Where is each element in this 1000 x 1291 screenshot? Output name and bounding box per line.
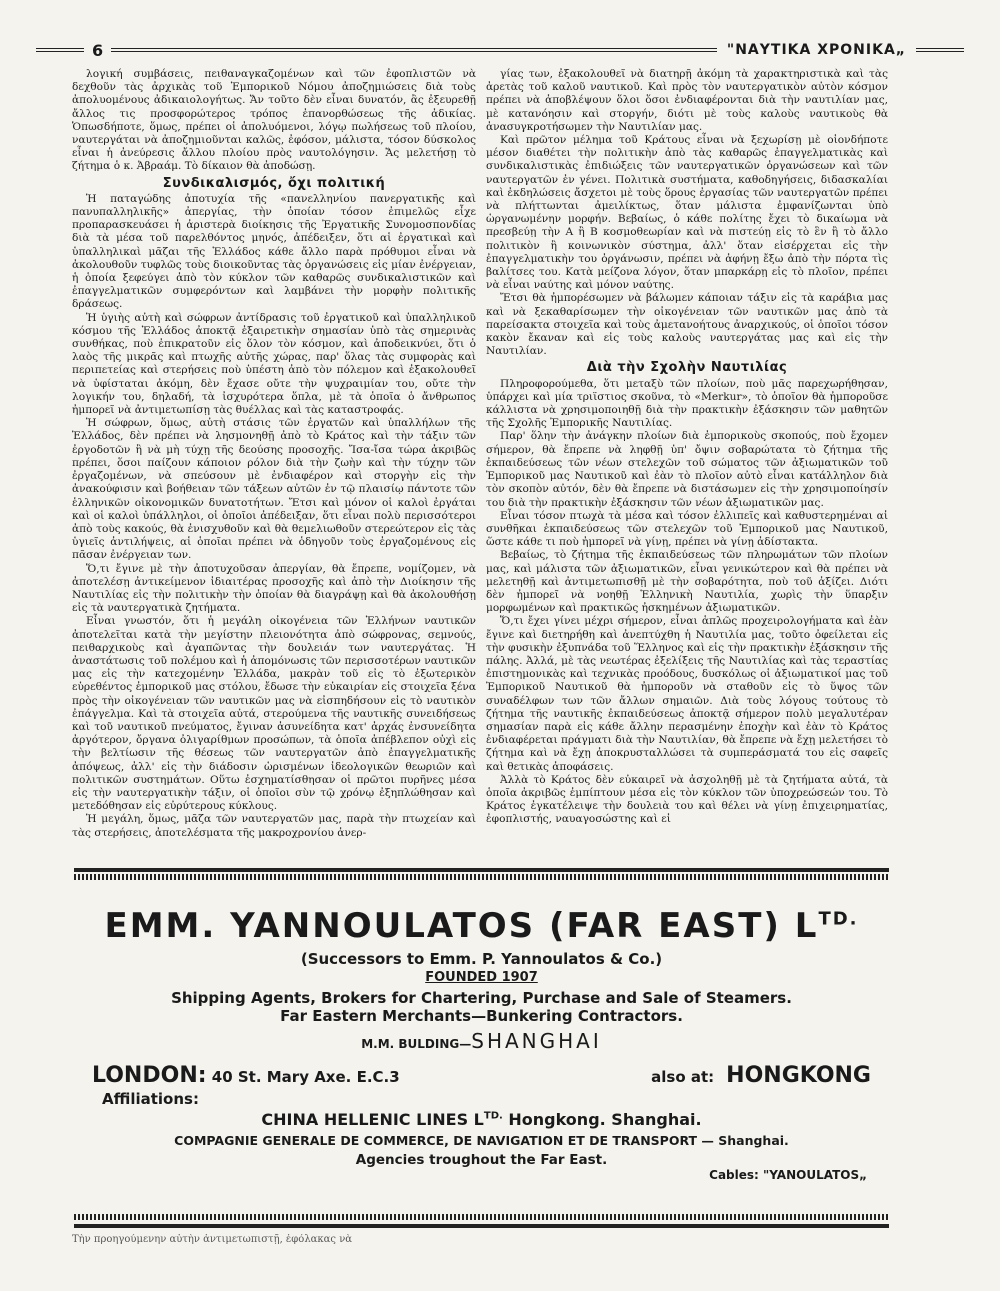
article-paragraph: Ὅ,τι ἔχει γίνει μέχρι σήμερον, εἶναι ἁπλῶς προχειρολογήματα καὶ ἐὰν ἔγινε καὶ διετηρήθη καὶ ἀνεπτύχθη ἡ Ναυτιλία μας, τοῦτο ὀφείλεται εἰς τὴν φυσικὴν ἐξυπνάδα τοῦ Ἕλληνος καὶ εἰς τὴν πρακτικὴν ἐξάσκησιν τῆς πάλης. Ἀλλά, μὲ τὰς νεωτέρας ἐξελίξεις τῆς Ναυτιλίας καὶ τὰς τεραστίας ἐπιστημονικὰς καὶ τεχνικὰς προόδους, δυσκόλως οἱ ἀξιωματικοί μας τοῦ Ἐμπορικοῦ Ναυτικοῦ θὰ ἠμποροῦν νὰ σταθοῦν εἰς τὸ ὕψος τῶν συναδέλφων των τῶν ἄλλων σημαιῶν. Διὰ τοὺς λόγους τούτους τὸ ζήτημα τῆς ναυτικῆς ἐκπαιδεύσεως ἀποκτᾷ σήμερον πολὺ μεγαλυτέραν σημασίαν παρὰ εἰς κάθε ἄλλην περασμένην ἐποχὴν καὶ ἐὰν τὸ Κράτος ἐνδιαφέρεται πράγματι διὰ τὴν Ναυτιλίαν, θὰ ἔπρεπε νὰ ἔχῃ μελετήσει τὸ ζήτημα καὶ νὰ ἔχῃ ἀποκρυσταλλώσει τὰ συμπεράσματά του εἰς σαφεῖς καὶ θετικὰς ἀποφάσεις.: [486, 615, 888, 773]
ad-merchants: Far Eastern Merchants—Bunkering Contractors.: [280, 1007, 683, 1025]
page-number: 6: [92, 40, 104, 60]
bleed-through-footer: Τὴν προηγούμενην αὐτὴν ἀντιμετωπιστῇ, ἐφόλακας νὰ: [72, 1234, 353, 1245]
ad-china-lines: [74, 1110, 889, 1129]
ad-london-address: 40 St. Mary Axe. E.C.3: [206, 1068, 400, 1086]
ad-border-top: [74, 874, 889, 880]
ad-company-text: EMM. YANNOULATOS (FAR EAST) L: [104, 906, 819, 946]
article-paragraph: Ὅ,τι ἔγινε μὲ τὴν ἀποτυχοῦσαν ἀπεργίαν, θὰ ἔπρεπε, νομίζομεν, νὰ ἀποτελέσῃ ἀντικείμενον ἰδιαιτέρας προσοχῆς καὶ ἀπὸ τὴν Διοίκησιν τῆς Ναυτιλίας εἰς τὴν πολιτικὴν τὴν ὁποίαν θὰ διαγράψῃ καὶ θὰ ἀκολουθήσῃ εἰς τὰ ναυτεργατικὰ ζητήματα.: [72, 562, 476, 615]
yannoulatos-advertisement: [74, 868, 889, 1228]
page-header: [36, 38, 964, 62]
article-paragraph: Ἡ παταγώδης ἀποτυχία τῆς «πανελληνίου πανεργατικῆς καὶ πανυπαλληλικῆς» ἀπεργίας, τὴν ὁποίαν τόσον ἐπιμελῶς εἶχε προπαρασκευάσει ἡ ἀριστερὰ διοίκησις τῆς Ἐργατικῆς Συνομοσπονδίας διὰ τὰ μέσα τοῦ παρελθόντος μηνός, ἀπέδειξεν, ὅτι αἱ ἐργατικαὶ καὶ ὑπαλληλικαὶ μᾶζαι τῆς Ἑλλάδος κάθε ἄλλο παρὰ πρόθυμοι εἶναι νὰ ἀκολουθοῦν τυφλῶς τοὺς διοικοῦντας τὰς ὀργανώσεις εἰς μίαν ἐνέργειαν, ἡ ὁποία ξεφεύγει ἀπὸ τὸν κύκλον τῶν καθαρῶς συνδικαλιστικῶν καὶ ἐπαγγελματικῶν συμφερόντων καὶ λαμβάνει τὴν μορφὴν πολιτικῆς δράσεως.: [72, 192, 476, 311]
ad-company-suffix: TD.: [818, 908, 859, 930]
ad-china-place: Hongkong. Shanghai.: [502, 1110, 702, 1129]
header-rule-middle: [111, 48, 717, 52]
left-column: [72, 68, 476, 862]
ad-hongkong: [651, 1063, 871, 1088]
article-paragraph: Ἡ μεγάλη, ὅμως, μᾶζα τῶν ναυτεργατῶν μας, παρὰ τὴν πτωχείαν καὶ τὰς στερήσεις, ἀποτελέσματα τῆς μακροχρονίου ἀνερ-: [72, 813, 476, 839]
ad-services: Shipping Agents, Brokers for Chartering, Purchase and Sale of Steamers.: [171, 989, 792, 1007]
article-paragraph: Εἶναι τόσον πτωχὰ τὰ μέσα καὶ τόσον ἐλλιπεῖς καὶ καθυστερημέναι αἱ συνθῆκαι ἐκπαιδεύσεως τῶν στελεχῶν τοῦ Ἐμπορικοῦ μας Ναυτικοῦ, ὥστε κάθε τι ποὺ ἠμπορεῖ νὰ γίνῃ, πρέπει νὰ γίνῃ ἀδίστακτα.: [486, 509, 888, 549]
ad-hongkong-name: HONGKONG: [726, 1063, 871, 1088]
header-rule-right: [916, 48, 964, 52]
ad-cables: Cables: "YANOULATOS„: [709, 1168, 867, 1182]
ad-successors: (Successors to Emm. P. Yannoulatos & Co.): [300, 950, 663, 968]
ad-building: [74, 1029, 889, 1053]
ad-agencies: Agencies troughout the Far East.: [355, 1152, 608, 1168]
article-paragraph: Παρ' ὅλην τὴν ἀνάγκην πλοίων διὰ ἐμπορικοὺς σκοπούς, ποὺ ἔχομεν σήμερον, θὰ ἔπρεπε νὰ ληφθῇ ὑπ' ὄψιν σοβαρώτατα τὸ ζήτημα τῆς ἐκπαιδεύσεως τῶν νέων στελεχῶν τοῦ σώματος τῶν ἀξιωματικῶν τοῦ Ἐμπορικοῦ μας Ναυτικοῦ καὶ ἐὰν τὸ πλοῖον αὐτὸ εἶναι κατάλληλον διὰ τὸν σκοπὸν αὐτόν, δὲν θὰ ἔπρεπε νὰ διστάσωμεν εἰς τὴν χρησιμοποίησίν του διὰ τὴν πρακτικὴν ἐξάσκησιν τῶν νέων ἀξιωματικῶν μας.: [486, 430, 888, 509]
article-paragraph: Εἶναι γνωστόν, ὅτι ἡ μεγάλη οἰκογένεια τῶν Ἑλλήνων ναυτικῶν ἀποτελεῖται κατὰ τὴν μεγίστην πλειονότητα ἀπὸ σώφρονας, σεμνούς, πειθαρχικοὺς καὶ ἀγαπῶντας τὴν δουλειάν των ναυτεργάτας. Ἡ ἀναστάτωσις τοῦ πολέμου καὶ ἡ ἀπομόνωσις τῶν περισσοτέρων ναυτικῶν μας εἰς τὴν κατεχομένην Ἑλλάδα, μακρὰν τοῦ εἰς τὸ ἐξωτερικὸν εὑρεθέντος ἐμπορικοῦ μας στόλου, ἔδωσε τὴν εὐκαιρίαν εἰς στοιχεῖα ξένα πρὸς τὴν οἰκογένειαν τῶν ναυτικῶν μας νὰ εἰσπηδήσουν εἰς τὸ ναυτικὸν ἐπάγγελμα. Καὶ τὰ στοιχεῖα αὐτά, στερούμενα τῆς ναυτικῆς συνειδήσεως καὶ τοῦ ναυτικοῦ πνεύματος, ἔγιναν ἀσυνείδητα κατ' ἀρχάς ἐνσυνείδητα ἀργότερον, ὄργανα ὀλιγαρίθμων προσώπων, τὰ ὁποῖα ἀπέβλεπον οὐχὶ εἰς τὴν βελτίωσιν τῆς θέσεως τῶν ναυτεργατῶν ἀπὸ ἐπαγγελματικῆς ἀπόψεως, ἀλλ' εἰς τὴν διάδοσιν ὡρισμένων ἰδεολογικῶν θεωριῶν καὶ πολιτικῶν συστημάτων. Οὕτω ἐσχηματίσθησαν οἱ πρῶτοι πυρῆνες μέσα εἰς τὴν ναυτεργατικὴν τάξιν, οἱ ὁποῖοι σὺν τῷ χρόνῳ ἐξηπλώθησαν καὶ μετεδόθησαν εἰς εὐρύτερους κύκλους.: [72, 615, 476, 813]
header-rule-left: [36, 48, 84, 52]
ad-compagnie: COMPAGNIE GENERALE DE COMMERCE, DE NAVIGATION ET DE TRANSPORT — Shanghai.: [174, 1133, 789, 1148]
article-paragraph: Βεβαίως, τὸ ζήτημα τῆς ἐκπαιδεύσεως τῶν πληρωμάτων τῶν πλοίων μας, καὶ μάλιστα τῶν ἀξιωματικῶν, εἶναι γενικώτερον καὶ θὰ πρέπει νὰ μελετηθῇ καὶ ἀντιμετωπισθῇ μὲ τὴν σοβαρότητα, ποὺ τοῦ ἀξίζει. Διότι δὲν ἠμπορεῖ νὰ νοηθῇ Ἑλληνικὴ Ναυτιλία, χωρὶς τὴν ὕπαρξιν μορφωμένων καὶ πρακτικῶς ἠσκημένων ἀξιωματικῶν.: [486, 549, 888, 615]
ad-china-lines-text: CHINA HELLENIC LINES L: [261, 1110, 484, 1129]
ad-company-name: [74, 906, 889, 946]
newspaper-title: "ΝΑΥΤΙΚΑ ΧΡΟΝΙΚΑ„: [726, 42, 906, 58]
ad-building-text: M.M. BULDING—: [361, 1037, 472, 1051]
ad-affiliations: Affiliations:: [102, 1090, 199, 1108]
article-paragraph: Καὶ πρῶτον μέλημα τοῦ Κράτους εἶναι νὰ ξεχωρίσῃ μὲ οἱονδήποτε μέσον διαθέτει τὴν πολιτικὴν ἀπὸ τὰς καθαρῶς ἐπαγγελματικὰς καὶ συνδικαλιστικὰς ἐπιδιώξεις τῶν ναυτεργατικῶν ὀργανώσεων καὶ τῶν ναυτεργατῶν ἐν γένει. Πολιτικὰ συστήματα, καθοδηγήσεις, διδασκαλίαι καὶ ἐκδηλώσεις ἄσχετοι μὲ τοὺς ὅρους ἐργασίας τῶν ναυτεργατῶν πρέπει νὰ πλήττωνται ἀμειλίκτως, ὅταν μάλιστα ἐμφανίζωνται ὑπὸ ὡργανωμένην μορφήν. Βεβαίως, ὁ κάθε πολίτης ἔχει τὸ δικαίωμα νὰ πρεσβεύῃ τὴν Α ἢ Β κοσμοθεωρίαν καὶ νὰ πιστεύῃ εἰς τὸ ἓν ἢ τὸ ἄλλο πολιτικὸν ἢ κοινωνικὸν σύστημα, ἀλλ' ὅταν εἰσέρχεται εἰς τὴν ἐπαγγελματικὴν του ὀργάνωσιν, πρέπει νὰ ἀφήνῃ ἔξω ἀπὸ τὴν πόρτα τὶς βαλίτσες του. Κατὰ μείζονα λόγον, ὅταν μπαρκάρῃ εἰς τὸ πλοῖον, πρέπει νὰ εἶναι ναύτης καὶ μόνον ναύτης.: [486, 134, 888, 292]
ad-china-suffix: TD.: [483, 1110, 503, 1122]
section-heading-naval-school: Διὰ τὴν Σχολὴν Ναυτιλίας: [586, 360, 788, 376]
article-paragraph: γίας των, ἐξακολουθεῖ νὰ διατηρῇ ἀκόμη τὰ χαρακτηριστικὰ καὶ τὰς ἀρετὰς τοῦ καλοῦ ναυτικοῦ. Καὶ πρὸς τὸν ναυτεργατικὸν αὐτὸν κόσμον πρέπει νὰ ἀποβλέψουν ὅλοι ὅσοι ἐνδιαφέρονται διὰ τὴν ναυτιλίαν μας, μὲ κατανόησιν καὶ στοργήν, διότι μὲ τοὺς καλοὺς ναυτικοὺς θὰ ἀνασυγκροτήσωμεν τὴν Ναυτιλίαν μας.: [486, 68, 888, 133]
article-paragraph: Ἔτσι θὰ ἠμπορέσωμεν νὰ βάλωμεν κάποιαν τάξιν εἰς τὰ καράβια μας καὶ νὰ ξεκαθαρίσωμεν τὴν οἰκογένειαν τῶν ναυτικῶν μας ἀπὸ τὰ παρείσακτα στοιχεῖα καὶ τοὺς ἀμετανοήτους ἀναρχικούς, οἱ ὁποῖοι τόσον κακὸν ἔκαναν καὶ εἰς τοὺς καλοὺς ναυτεργάτας μας καὶ εἰς τὴν Ναυτιλίαν.: [486, 292, 888, 358]
ad-border-bottom: [74, 1214, 889, 1220]
ad-london: [92, 1063, 400, 1088]
section-heading-syndicalism: Συνδικαλισμός, ὄχι πολιτική: [162, 175, 386, 191]
ad-offices-row: [74, 1063, 889, 1088]
article-paragraph: λογική συμβάσεις, πειθαναγκαζομένων καὶ τῶν ἐφοπλιστῶν νὰ δεχθοῦν τὰς ἀρχικὰς τοῦ Ἐμπορικοῦ Νόμου ἀποζημιώσεις διὰ τοὺς ἀπολυομένους ἀδικαιολογήτως. Ἄν τοῦτο δὲν εἶναι δυνατόν, ἂς ἐξευρεθῇ ἄλλος τις προσφορώτερος τρόπος ἐπανορθώσεως τῆς ἀδικίας. Ὁπωσδήποτε, ὅμως, πρέπει οἱ ἀπολυόμενοι, λόγῳ πωλήσεως τοῦ πλοίου, ναυτεργάται νὰ ἀποζημιοῦνται καλῶς, ἐφόσον, μάλιστα, τόσον δύσκολος εἶναι ἡ ἀνεύρεσις ἄλλου πλοίου πρὸς ναυτολόγησιν. Ἄς μελετήσῃ τὸ ζήτημα ὁ κ. Ἀβραάμ. Τὸ δίκαιον θὰ ἀποδώσῃ.: [72, 68, 476, 173]
right-column: [486, 68, 888, 862]
article-paragraph: Ἡ σώφρων, ὅμως, αὐτὴ στάσις τῶν ἐργατῶν καὶ ὑπαλλήλων τῆς Ἑλλάδος, δὲν πρέπει νὰ λησμονηθῇ ἀπὸ τὸ Κράτος καὶ τὴν τάξιν τῶν ἐργοδοτῶν ἢ νὰ μὴ τύχῃ τῆς δεούσης προσοχῆς. Ἴσα-ἴσα τώρα ἀκριβῶς πρέπει, ὅσοι παίζουν κάποιον ρόλον διὰ τὴν ζωὴν καὶ τὴν τύχην τῶν ἐργαζομένων, νὰ σπεύσουν μὲ ἐνδιαφέρον καὶ στοργὴν εἰς τὴν ἀνακούφισιν καὶ βοήθειαν τῶν τάξεων αὐτῶν ἐν τῷ πλαισίῳ πάντοτε τῶν ἑλληνικῶν οἰκονομικῶν δυνατοτήτων. Ἔτσι καὶ μόνον οἱ καλοὶ ἐργάται καὶ οἱ καλοὶ ὑπάλληλοι, οἱ ὁποῖοι ἀπέδειξαν, ὅτι εἶναι πολὺ περισσότεροι ἀπὸ τοὺς κακούς, θὰ ἐνισχυθοῦν καὶ θὰ θεμελιωθοῦν στερεώτερον εἰς τὰς ὑγιεῖς ἀντιλήψεις, αἱ ὁποῖαι πρέπει νὰ ὁδηγοῦν τοὺς ἐργαζομένους εἰς πᾶσαν ἐνέργειαν των.: [72, 417, 476, 562]
article-paragraph: Πληροφορούμεθα, ὅτι μεταξὺ τῶν πλοίων, ποὺ μᾶς παρεχωρήθησαν, ὑπάρχει καὶ μία τριϊστιος σκοῦνα, τὸ «Merkur», τὸ ὁποῖον θὰ ἠμποροῦσε κάλλιστα νὰ χρησιμοποιηθῇ διὰ τὴν πρακτικὴν ἐξάσκησιν τῶν μαθητῶν τῆς Σχολῆς Ἐμπορικῆς Ναυτιλίας.: [486, 377, 888, 430]
ad-city: SHANGHAI: [471, 1029, 602, 1053]
ad-also-at: also at:: [651, 1068, 715, 1086]
ad-founded: FOUNDED 1907: [425, 970, 538, 985]
article-paragraph: Ἀλλὰ τὸ Κράτος δὲν εὐκαιρεῖ νὰ ἀσχοληθῇ μὲ τὰ ζητήματα αὐτά, τὰ ὁποῖα ἀκριβῶς ἐμπίπτουν μέσα εἰς τὸν κύκλον τῶν ὑποχρεώσεών του. Τὸ Κράτος ἐγκατέλειψε τὴν δουλειὰ του καὶ θέλει νὰ γίνῃ ἐπιχειρηματίας, ἐφοπλιστής, ναυαγοσώστης καὶ εἰ: [486, 773, 888, 826]
article-paragraph: Ἡ ὑγιὴς αὐτὴ καὶ σώφρων ἀντίδρασις τοῦ ἐργατικοῦ καὶ ὑπαλληλικοῦ κόσμου τῆς Ἑλλάδος ἀποκτᾷ ἐξαιρετικὴν σημασίαν ὑπὸ τὰς σημερινὰς συνθήκας, ποὺ ἐπικρατοῦν εἰς ὅλον τὸν κόσμον, καὶ ἀποδεικνύει, ὅτι ὁ λαὸς τῆς μικρᾶς καὶ πτωχῆς αὐτῆς χώρας, παρ' ὅλας τὰς συμφορὰς καὶ περιπετείας καὶ στερήσεις ποὺ ὑπέστη ἀπὸ τὸν πόλεμον καὶ ἐξακολουθεῖ νὰ ὑφίσταται ἀκόμη, δὲν ἔχασε οὔτε τὴν ψυχραιμίαν του, οὔτε τὴν λογικήν του, δηλαδή, τὰ ἰσχυρότερα ὅπλα, μὲ τὰ ὁποῖα ὁ ἄνθρωπος ἠμπορεῖ νὰ ἀντιμετωπίσῃ τὰς θυέλλας καὶ τὰς καταστροφάς.: [72, 311, 476, 417]
ad-london-label: LONDON:: [92, 1063, 207, 1088]
